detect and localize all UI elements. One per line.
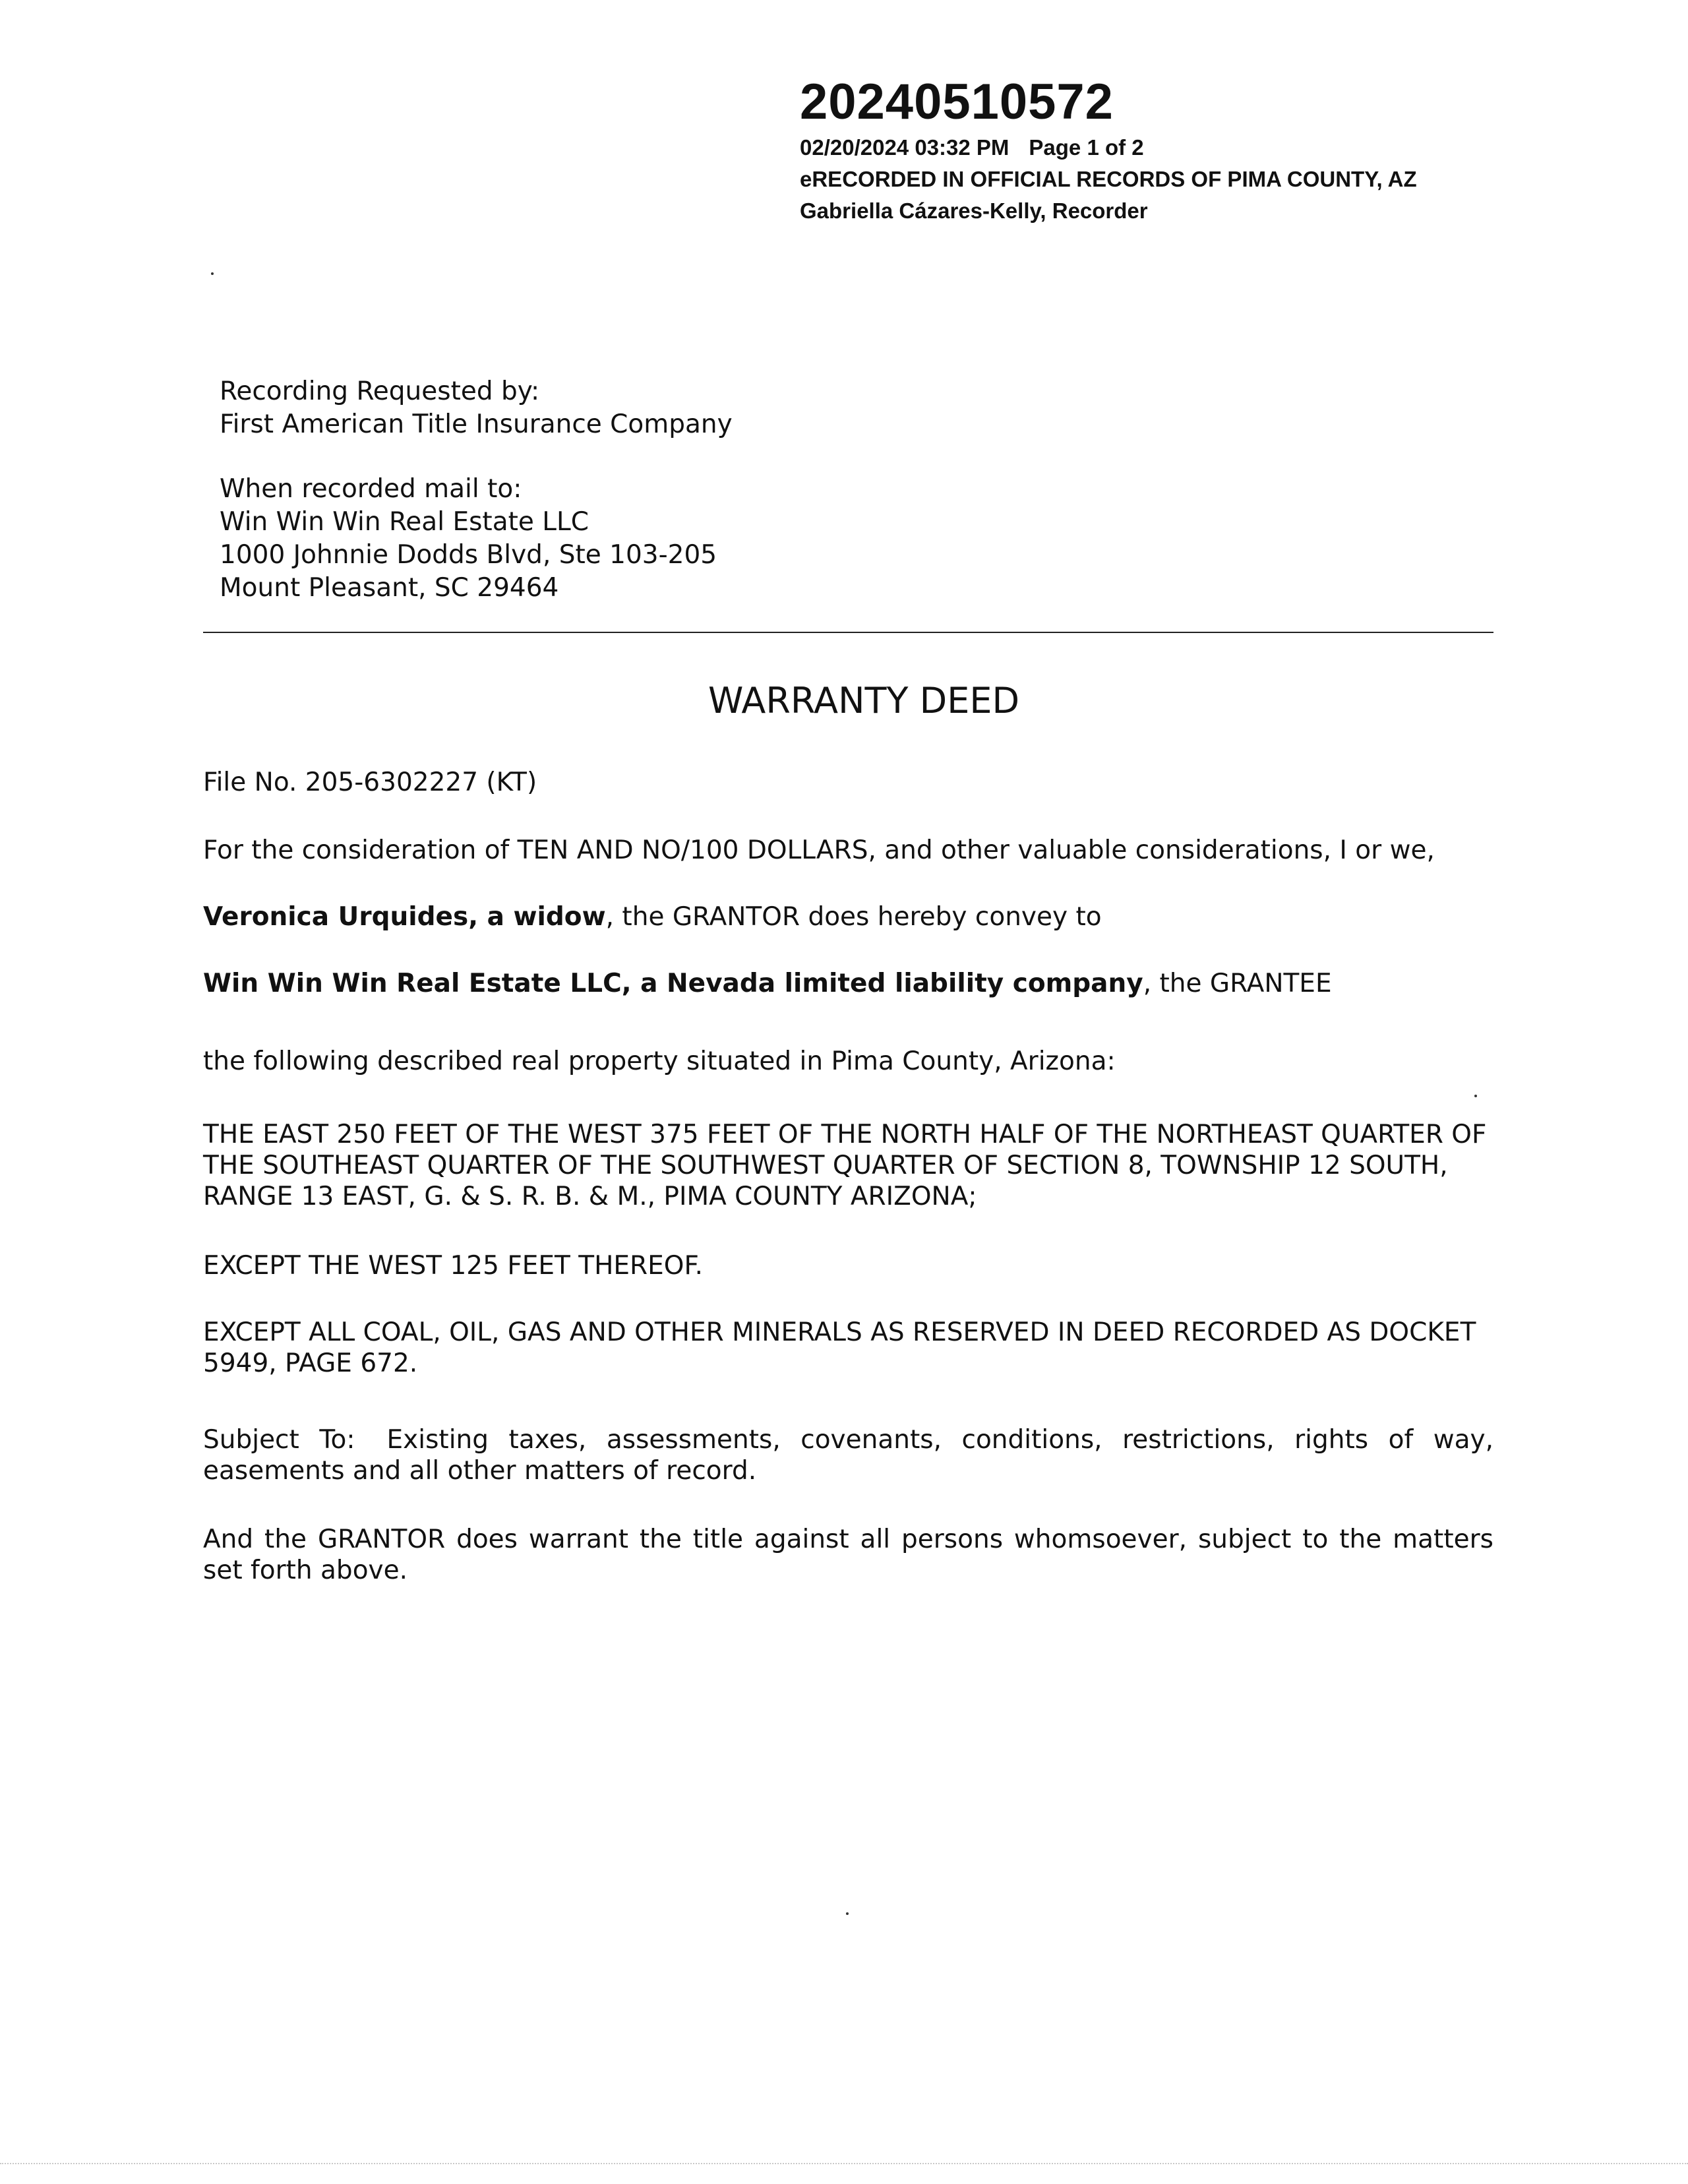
mail-to-block (220, 473, 1011, 605)
requested-by-label: Recording Requested by: (220, 377, 540, 406)
subject-to-paragraph (203, 1424, 1493, 1486)
mail-to-label: When recorded mail to: (220, 474, 522, 504)
exception-minerals-line: 5949, PAGE 672. (203, 1349, 418, 1378)
recording-office: eRECORDED IN OFFICIAL RECORDS OF PIMA COUNTY, AZ (800, 167, 1417, 191)
scan-speck (846, 1912, 849, 1915)
recording-page-info: Page 1 of 2 (1029, 135, 1144, 160)
grantee-paragraph (203, 968, 1493, 999)
recording-number: 20240510572 (800, 74, 1114, 130)
warranty-paragraph: And the GRANTOR does warrant the title against all persons whomsoever, subject to the matters set forth above. (203, 1525, 1493, 1585)
scan-speck (211, 272, 214, 275)
grantee-name: Win Win Win Real Estate LLC, a Nevada limited liability company (203, 969, 1143, 998)
recording-datetime: 02/20/2024 03:32 PM (800, 135, 1010, 160)
grantor-paragraph (203, 901, 1493, 932)
legal-description-line: RANGE 13 EAST, G. & S. R. B. & M., PIMA COUNTY ARIZONA; (203, 1182, 977, 1211)
legal-description-line: THE SOUTHEAST QUARTER OF THE SOUTHWEST QUARTER OF SECTION 8, TOWNSHIP 12 SOUTH, (203, 1151, 1448, 1180)
scan-edge-line (0, 2163, 1688, 2164)
subject-to-text: Existing taxes, assessments, covenants, conditions, restrictions, rights of way, easements and all other matters of record. (203, 1425, 1493, 1486)
property-intro: the following described real property situated in Pima County, Arizona: (203, 1046, 1116, 1076)
grantor-name: Veronica Urquides, a widow (203, 902, 606, 932)
grantor-text: , the GRANTOR does hereby convey to (605, 902, 1102, 932)
document-title: WARRANTY DEED (708, 680, 1020, 721)
subject-to-label: Subject To: (203, 1425, 355, 1455)
mail-to-line: Mount Pleasant, SC 29464 (220, 573, 559, 603)
header-divider (203, 632, 1493, 633)
mail-to-line: Win Win Win Real Estate LLC (220, 507, 589, 537)
grantee-text: , the GRANTEE (1143, 969, 1332, 998)
file-number: File No. 205-6302227 (KT) (203, 768, 537, 797)
requested-by-name: First American Title Insurance Company (220, 410, 733, 439)
scan-speck (1474, 1095, 1477, 1097)
requested-by-block (220, 375, 1011, 441)
consideration-paragraph: For the consideration of TEN AND NO/100 DOLLARS, and other valuable considerations, I or we, (203, 835, 1435, 865)
mail-to-line: 1000 Johnnie Dodds Blvd, Ste 103-205 (220, 540, 717, 570)
exception-minerals (203, 1317, 1493, 1379)
exception-west-125: EXCEPT THE WEST 125 FEET THEREOF. (203, 1251, 704, 1281)
legal-description-line: THE EAST 250 FEET OF THE WEST 375 FEET OF THE NORTH HALF OF THE NORTHEAST QUARTER OF (203, 1120, 1487, 1149)
legal-description (203, 1119, 1493, 1212)
recording-stamp (800, 73, 1591, 227)
exception-minerals-line: EXCEPT ALL COAL, OIL, GAS AND OTHER MINERALS AS RESERVED IN DEED RECORDED AS DOCKET (203, 1318, 1476, 1347)
recording-recorder: Gabriella Cázares-Kelly, Recorder (800, 198, 1148, 223)
recording-datetime-line (800, 132, 1591, 164)
